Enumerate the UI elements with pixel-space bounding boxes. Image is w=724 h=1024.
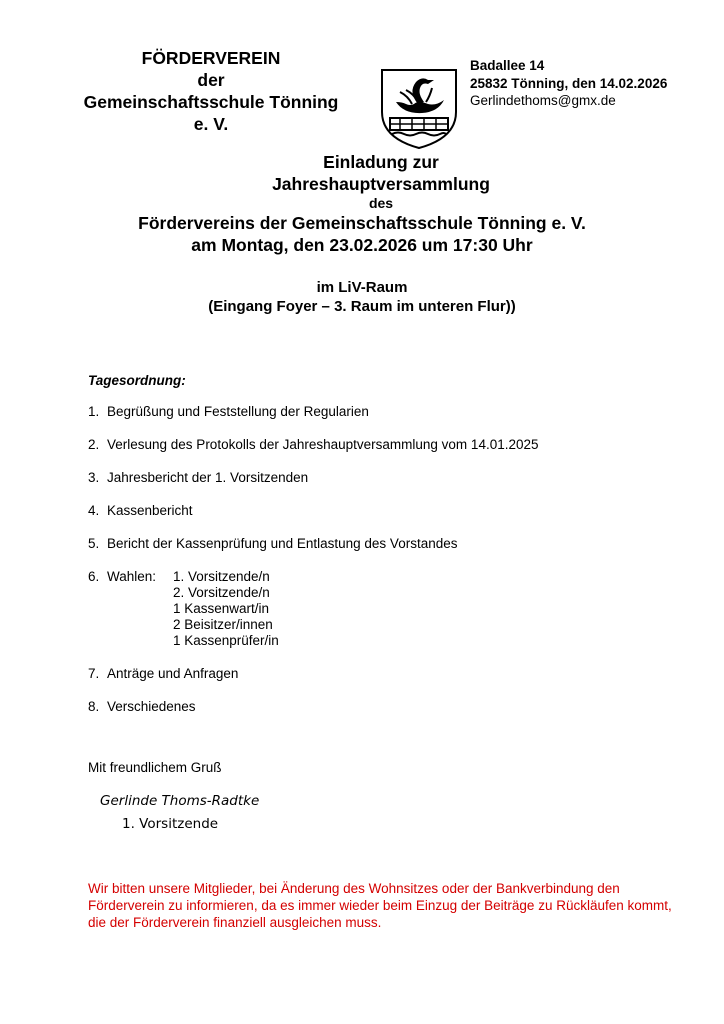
organization-name (60, 47, 362, 135)
agenda-item-number: 5. (88, 536, 100, 551)
agenda-item (88, 699, 539, 715)
election-position: 1 Kassenwart/in (173, 601, 270, 616)
invitation-heading (0, 151, 724, 256)
agenda-item (88, 666, 539, 682)
elections-label: Wahlen: (107, 569, 157, 584)
election-position: 1. Vorsitzende/n (173, 569, 270, 584)
election-position: 2 Beisitzer/innen (173, 617, 273, 632)
election-position: 1 Kassenprüfer/in (173, 633, 279, 648)
venue-line-1: im LiV-Raum (316, 279, 408, 296)
agenda-item-elections (88, 569, 539, 649)
agenda-item-text: Verlesung des Protokolls der Jahreshauptversammlung vom 14.01.2025 (107, 437, 539, 452)
agenda-list (88, 404, 539, 732)
signature-name: Gerlinde Thoms-Radtke (100, 793, 260, 809)
agenda-item (88, 470, 539, 486)
agenda-item-number: 2. (88, 437, 100, 452)
sender-address (470, 57, 667, 110)
elections-first-line (88, 569, 539, 585)
agenda-item-text: Jahresbericht der 1. Vorsitzenden (107, 470, 309, 485)
agenda-item-number: 6. (88, 569, 100, 584)
org-line-4: e. V. (193, 114, 229, 134)
agenda-item-number: 8. (88, 699, 100, 714)
election-position: 2. Vorsitzende/n (173, 585, 270, 600)
heading-line-4: Fördervereins der Gemeinschaftsschule Tönning e. V. (138, 213, 586, 233)
heading-line-1: Einladung zur (323, 152, 439, 172)
heading-line-2: Jahreshauptversammlung (272, 174, 490, 194)
email-address: Gerlindethoms@gmx.de (470, 93, 616, 108)
agenda-title: Tagesordnung: (88, 373, 186, 388)
address-city-date: 25832 Tönning, den 14.02.2026 (470, 75, 668, 91)
member-notice: Wir bitten unsere Mitglieder, bei Änderung des Wohnsitzes oder der Bankverbindung den Förderverein zu informieren, da es immer wieder beim Einzug der Beiträge zu Rückläufen kommt, die der Förderverein finanziell ausgleichen muss. (88, 881, 672, 930)
org-line-3: Gemeinschaftsschule Tönning (83, 92, 339, 112)
agenda-item-text: Anträge und Anfragen (107, 666, 239, 681)
agenda-item (88, 503, 539, 519)
swan-coat-of-arms-icon (378, 66, 460, 151)
venue-line-2: (Eingang Foyer – 3. Raum im unteren Flur)) (208, 298, 516, 315)
agenda-item-text: Verschiedenes (107, 699, 196, 714)
org-line-2: der (197, 70, 225, 90)
agenda-item-text: Begrüßung und Feststellung der Regularien (107, 404, 369, 419)
signature-role: 1. Vorsitzende (122, 816, 219, 832)
agenda-item-number: 3. (88, 470, 100, 485)
venue-info (0, 278, 724, 316)
heading-line-3: des (368, 195, 394, 211)
agenda-item (88, 437, 539, 453)
address-street: Badallee 14 (470, 58, 545, 73)
agenda-item (88, 536, 539, 552)
agenda-item (88, 404, 539, 420)
heading-line-5: am Montag, den 23.02.2026 um 17:30 Uhr (191, 235, 533, 255)
agenda-item-number: 1. (88, 404, 100, 419)
agenda-item-number: 7. (88, 666, 100, 681)
org-line-1: FÖRDERVEREIN (141, 48, 281, 68)
agenda-item-text: Kassenbericht (107, 503, 193, 518)
closing-greeting: Mit freundlichem Gruß (88, 760, 222, 775)
agenda-item-text: Bericht der Kassenprüfung und Entlastung des Vorstandes (107, 536, 458, 551)
agenda-item-number: 4. (88, 503, 100, 518)
